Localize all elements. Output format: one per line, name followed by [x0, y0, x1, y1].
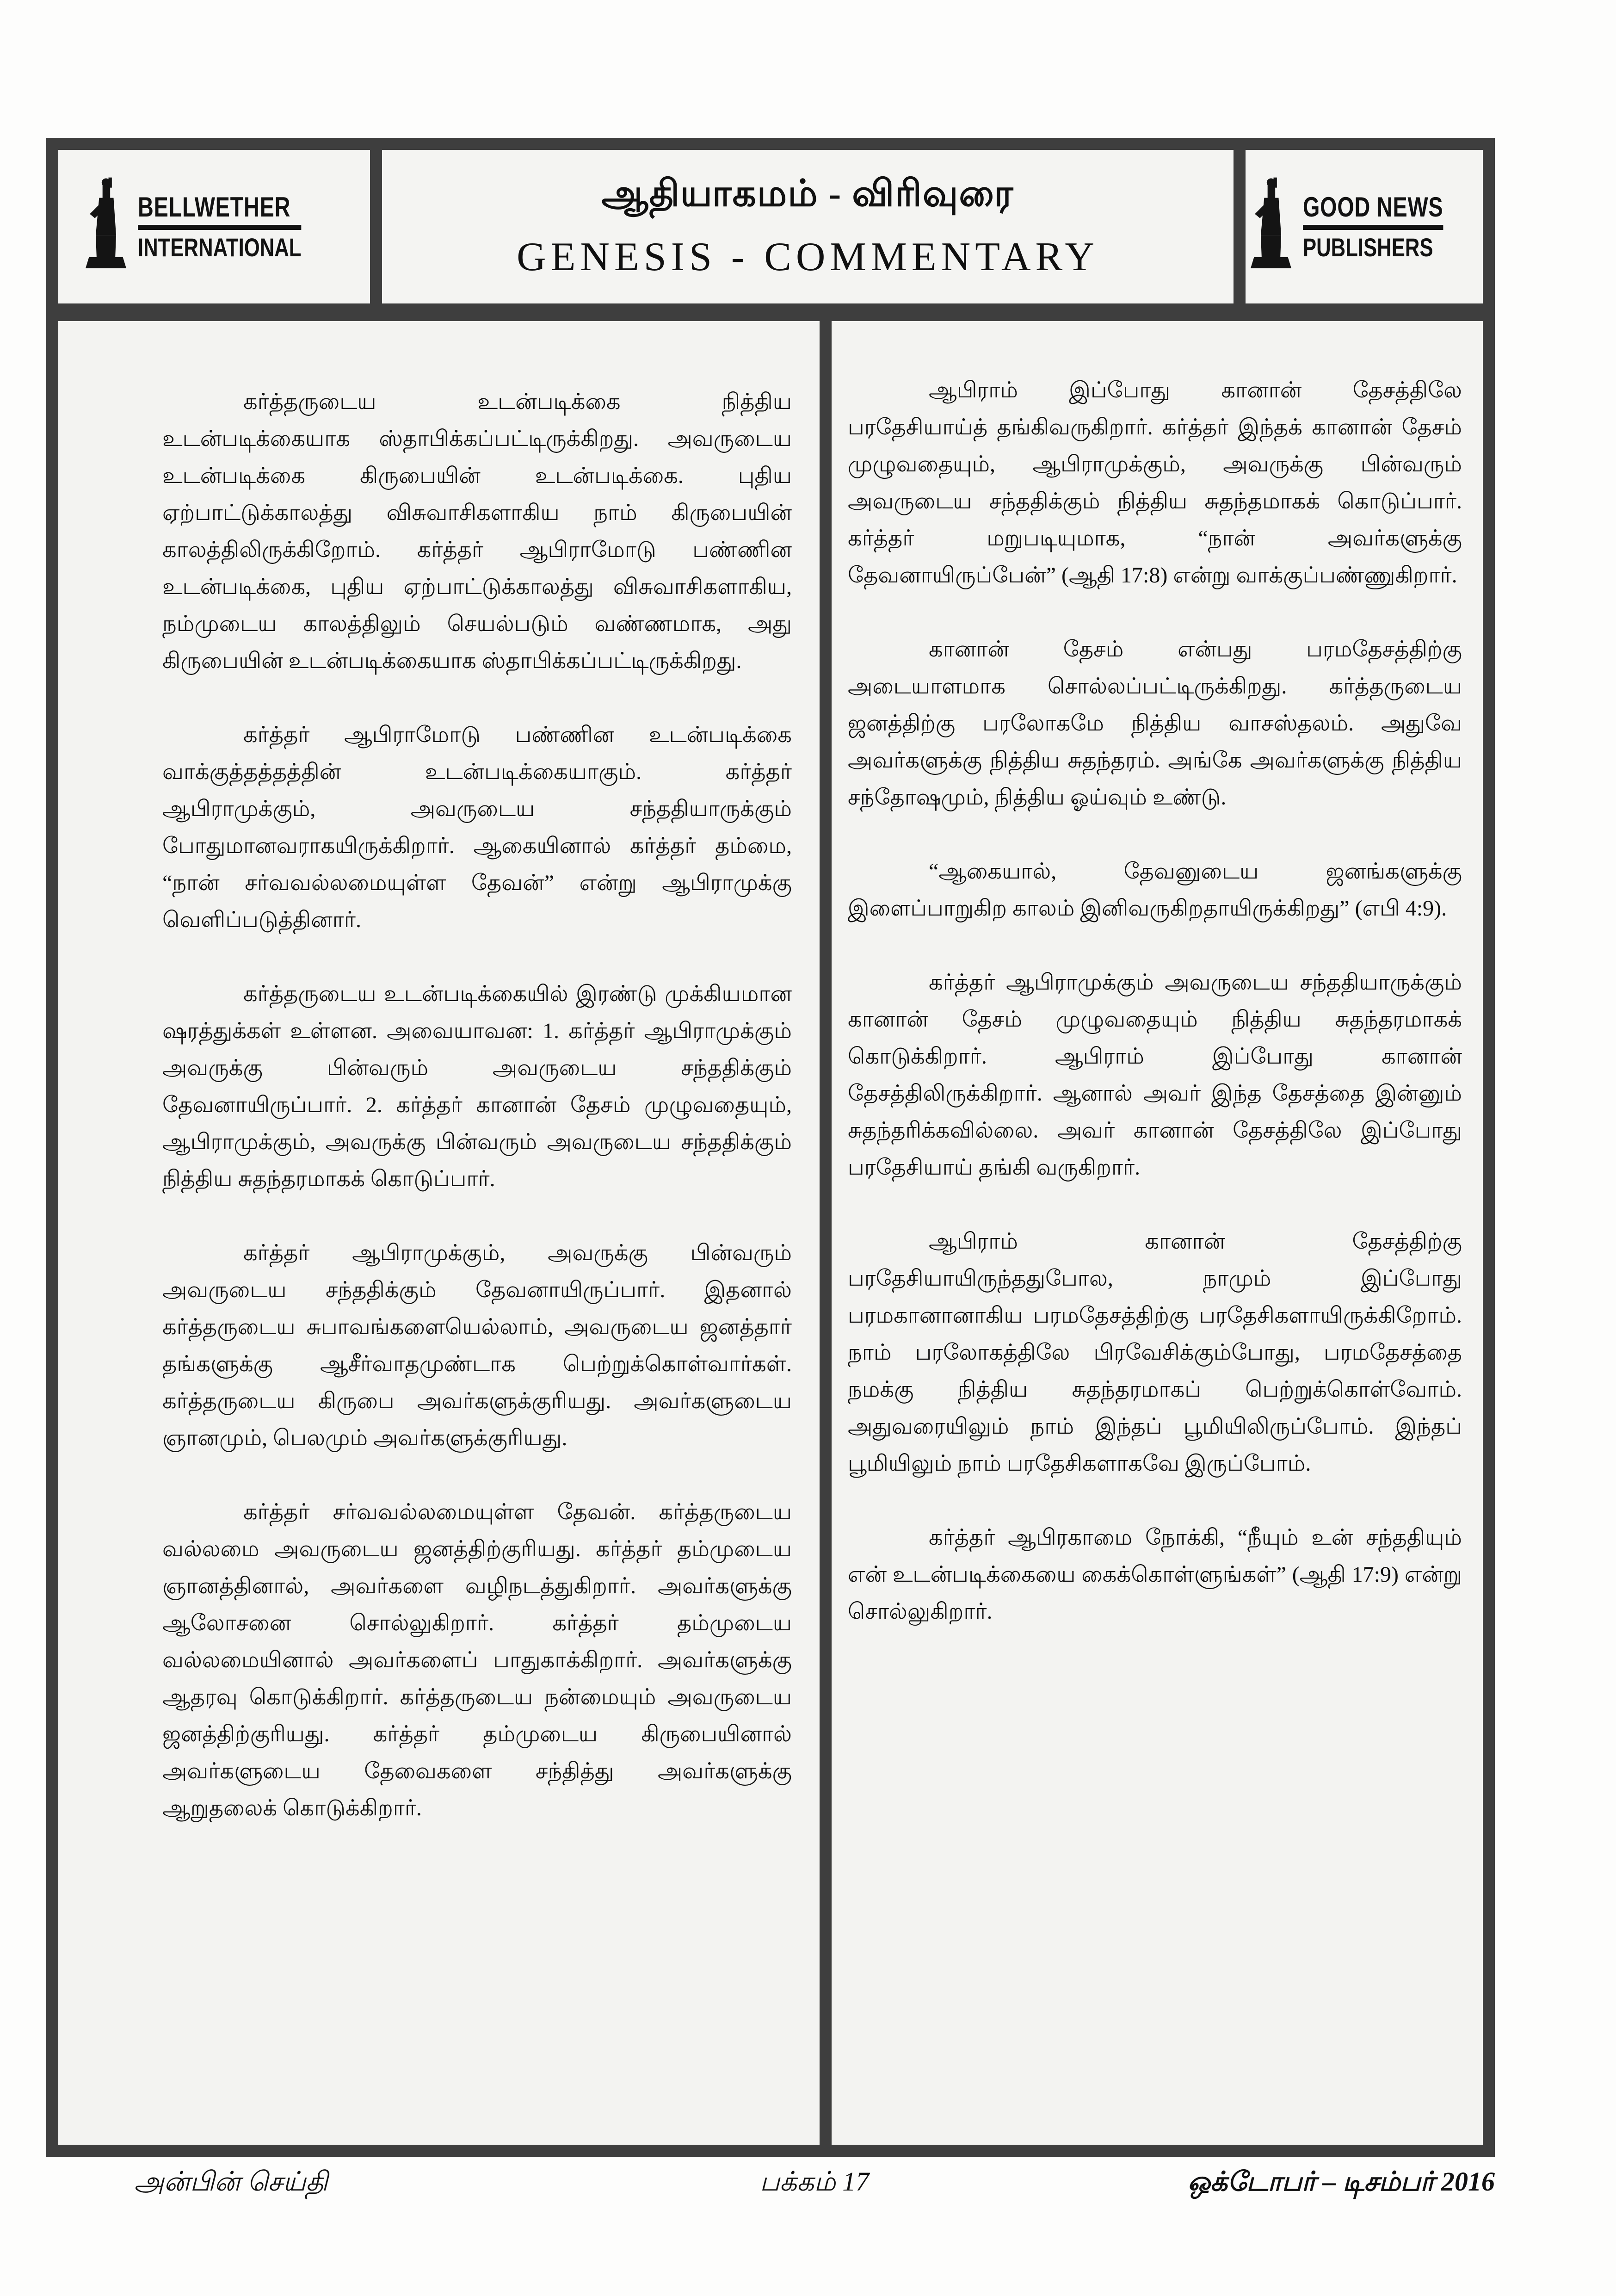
- goodnews-name-bottom: PUBLISHERS: [1302, 232, 1433, 262]
- title-block: [382, 150, 1234, 303]
- content-columns: [58, 321, 1483, 2145]
- goodnews-logo-text: [1303, 192, 1443, 262]
- newsletter-title: அன்பின் செய்தி: [134, 2166, 328, 2197]
- paragraph: ஆபிராம் கானான் தேசத்திற்கு பரதேசியாயிருந்ததுபோல, நாமும் இப்போது பரமகானானாகிய பரமதேசத்திற்கு பரதேசிகளாயிருக்கிறோம். நாம் பரலோகத்திலே பிரவேசிக்கும்போது, பரமதேசத்தை நமக்கு நித்திய சுதந்தரமாகப் பெற்றுக்கொள்வோம். அதுவரையிலும் நாம் இந்தப் பூமியிலிருப்போம். இந்தப் பூமியிலும் நாம் பரதேசிகளாகவே இருப்போம்.: [848, 1229, 1462, 1476]
- right-column: [832, 321, 1483, 2145]
- bellwether-logo-text: [138, 192, 301, 262]
- paragraph: “ஆகையால், தேவனுடைய ஜனங்களுக்கு இளைப்பாறுகிற காலம் இனிவருகிறதாயிருக்கிறது” (எபி 4:9).: [848, 859, 1462, 921]
- content-frame: [46, 138, 1495, 2157]
- bellwether-name-bottom: INTERNATIONAL: [138, 232, 302, 262]
- left-column: [58, 321, 820, 2145]
- page-title-tamil: ஆதியாகமம் - விரிவுரை: [601, 173, 1014, 214]
- column-divider: [820, 321, 832, 2145]
- paragraph: கர்த்தர் ஆபிரகாமை நோக்கி, “நீயும் உன் சந்ததியும் என் உடன்படிக்கையை கைக்கொள்ளுங்கள்” (ஆதி 17:9) என்று சொல்லுகிறார்.: [848, 1525, 1462, 1624]
- paragraph: கர்த்தர் ஆபிராமுக்கும், அவருக்கு பின்வரும் அவருடைய சந்ததிக்கும் தேவனாயிருப்பார். இதனால் கர்த்தருடைய சுபாவங்களையெல்லாம், அவருடைய ஜனத்தார் தங்களுக்கு ஆசீர்வாதமுண்டாக பெற்றுக்கொள்வார்கள். கர்த்தருடைய கிருபை அவர்களுக்குரியது. அவர்களுடைய ஞானமும், பெலமும் அவர்களுக்குரியது.: [162, 1241, 792, 1450]
- paragraph: கானான் தேசம் என்பது பரமதேசத்திற்கு அடையாளமாக சொல்லப்பட்டிருக்கிறது. கர்த்தருடைய ஜனத்திற்கு பரலோகமே நித்திய வாசஸ்தலம். அதுவே அவர்களுக்கு நித்திய சுதந்தரம். அங்கே அவர்களுக்கு நித்திய சந்தோஷமும், நித்திய ஓய்வும் உண்டு.: [848, 637, 1462, 810]
- goodnews-name-top: GOOD NEWS: [1302, 191, 1443, 223]
- header: [58, 150, 1483, 321]
- bellwether-statue-icon: [80, 173, 131, 280]
- issue-period: ஒக்டோபர் – டிசம்பர் 2016: [1188, 2166, 1495, 2197]
- bellwether-name-top: BELLWETHER: [138, 191, 291, 223]
- footer: [46, 2166, 1495, 2201]
- paragraph: ஆபிராம் இப்போது கானான் தேசத்திலே பரதேசியாய்த் தங்கிவருகிறார். கர்த்தர் இந்தக் கானான் தேசம் முழுவதையும், ஆபிராமுக்கும், அவருக்கு பின்வரும் அவருடைய சந்ததிக்கும் நித்திய சுதந்தமாகக் கொடுப்பார். கர்த்தர் மறுபடியுமாக, “நான் அவர்களுக்கு தேவனாயிருப்பேன்” (ஆதி 17:8) என்று வாக்குப்பண்ணுகிறார்.: [848, 378, 1462, 588]
- bellwether-logo: [58, 150, 382, 303]
- page-number: பக்கம் 17: [759, 2166, 870, 2197]
- paragraph: கர்த்தர் ஆபிராமுக்கும் அவருடைய சந்ததியாருக்கும் கானான் தேசம் முழுவதையும் நித்திய சுதந்தரமாகக் கொடுக்கிறார். ஆபிராம் இப்போது கானான் தேசத்திலிருக்கிறார். ஆனால் அவர் இந்த தேசத்தை இன்னும் சுதந்தரிக்கவில்லை. அவர் கானான் தேசத்திலே இப்போது பரதேசியாய் தங்கி வருகிறார்.: [848, 970, 1462, 1180]
- page-title-english: GENESIS - COMMENTARY: [517, 235, 1099, 279]
- paragraph: கர்த்தர் சர்வவல்லமையுள்ள தேவன். கர்த்தருடைய வல்லமை அவருடைய ஜனத்திற்குரியது. கர்த்தர் தம்முடைய ஞானத்தினால், அவர்களை வழிநடத்துகிறார். அவர்களுக்கு ஆலோசனை சொல்லுகிறார். கர்த்தர் தம்முடைய வல்லமையினால் அவர்களைப் பாதுகாக்கிறார். அவர்களுக்கு ஆதரவு கொடுக்கிறார். கர்த்தருடைய நன்மையும் அவருடைய ஜனத்திற்குரியது. கர்த்தர் தம்முடைய கிருபையினால் அவர்களுடைய தேவைகளை சந்தித்து அவர்களுக்கு ஆறுதலைக் கொடுக்கிறார்.: [162, 1500, 792, 1820]
- goodnews-logo: [1234, 150, 1483, 303]
- paragraph: கர்த்தர் ஆபிராமோடு பண்ணின உடன்படிக்கை வாக்குத்தத்தத்தின் உடன்படிக்கையாகும். கர்த்தர் ஆபிராமுக்கும், அவருடைய சந்ததியாருக்கும் போதுமானவராகயிருக்கிறார். ஆகையினால் கர்த்தர் தம்மை, “நான் சர்வவல்லமையுள்ள தேவன்” என்று ஆபிராமுக்கு வெளிப்படுத்தினார்.: [162, 723, 792, 932]
- goodnews-statue-icon: [1246, 173, 1296, 280]
- bellwether-logo-rule: [138, 225, 301, 230]
- goodnews-logo-rule: [1303, 225, 1443, 230]
- paragraph: கர்த்தருடைய உடன்படிக்கையில் இரண்டு முக்கியமான ஷரத்துக்கள் உள்ளன. அவையாவன: 1. கர்த்தர் ஆபிராமுக்கும் அவருக்கு பின்வரும் அவருடைய சந்ததிக்கும் தேவனாயிருப்பார். 2. கர்த்தர் கானான் தேசம் முழுவதையும், ஆபிராமுக்கும், அவருக்கு பின்வரும் அவருடைய சந்ததிக்கும் நித்திய சுதந்தரமாகக் கொடுப்பார்.: [162, 982, 792, 1191]
- paragraph: கர்த்தருடைய உடன்படிக்கை நித்திய உடன்படிக்கையாக ஸ்தாபிக்கப்பட்டிருக்கிறது. அவருடைய உடன்படிக்கை கிருபையின் உடன்படிக்கை. புதிய ஏற்பாட்டுக்காலத்து விசுவாசிகளாகிய நாம் கிருபையின் காலத்திலிருக்கிறோம். கர்த்தர் ஆபிராமோடு பண்ணின உடன்படிக்கை, புதிய ஏற்பாட்டுக்காலத்து விசுவாசிகளாகிய, நம்முடைய காலத்திலும் செயல்படும் வண்ணமாக, அது கிருபையின் உடன்படிக்கையாக ஸ்தாபிக்கப்பட்டிருக்கிறது.: [162, 390, 792, 673]
